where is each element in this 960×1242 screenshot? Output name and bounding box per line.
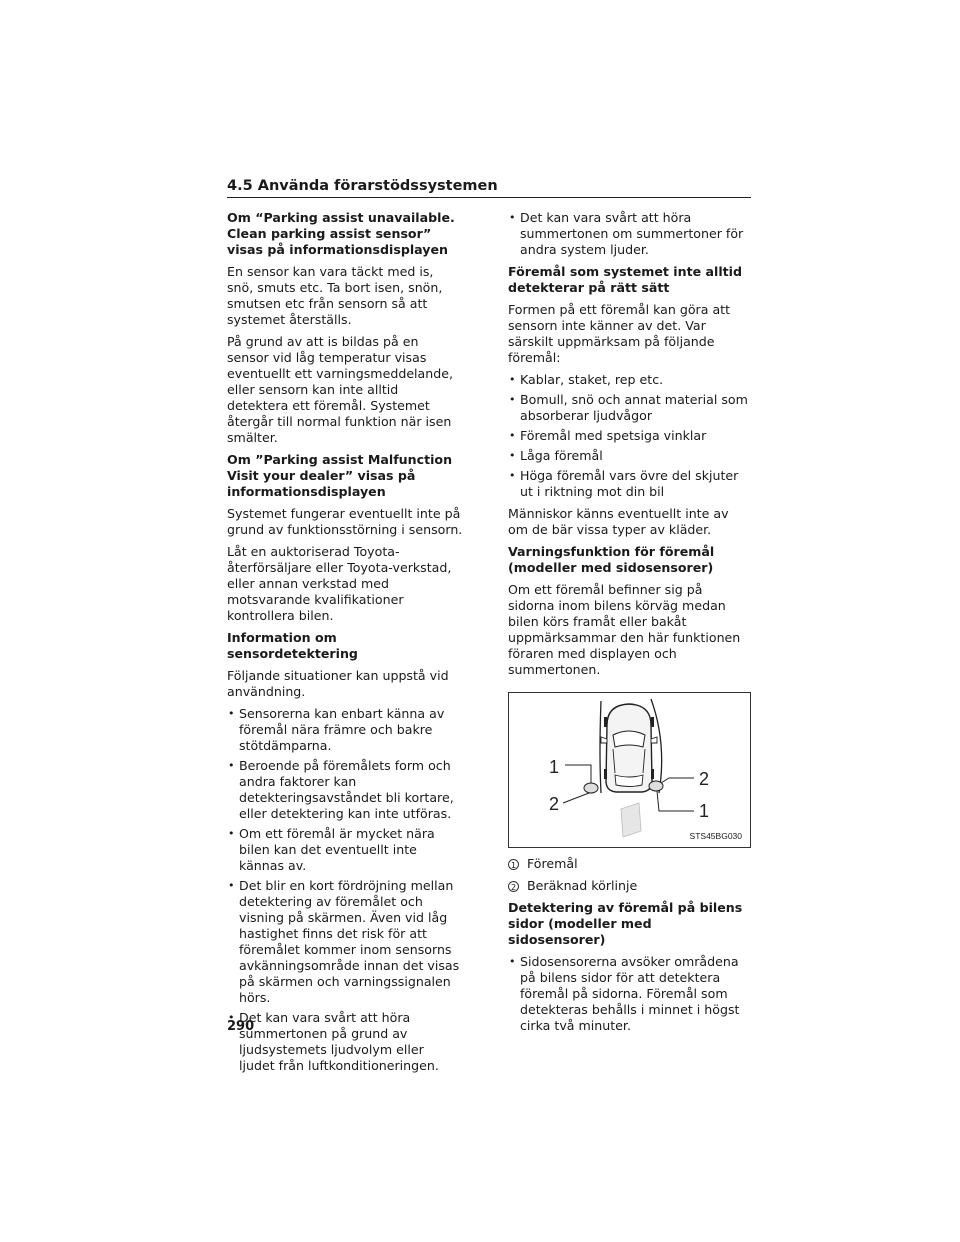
list-item: • Föremål med spetsiga vinklar: [508, 428, 752, 444]
heading-parking-assist-unavailable: Om “Parking assist unavailable. Clean parking assist sensor” visas på informationsdisplayen: [227, 210, 455, 257]
heading-objects-not-detected: Föremål som systemet inte alltid detekterar på rätt sätt: [508, 264, 743, 295]
callout-1-left: 1: [549, 757, 560, 777]
list-item: • Om ett föremål är mycket nära bilen kan det eventuellt inte kännas av.: [227, 826, 463, 874]
heading-side-detection: Detektering av föremål på bilens sidor (modeller med sidosensorer): [508, 900, 743, 947]
list-item: • Låga föremål: [508, 448, 752, 464]
bullet-list: [227, 706, 463, 1074]
heading-parking-assist-malfunction: Om ”Parking assist Malfunction Visit your dealer” visas på informationsdisplayen: [227, 452, 453, 499]
heading-warning-function: Varningsfunktion för föremål (modeller med sidosensorer): [508, 544, 715, 575]
list-item: • Det kan vara svårt att höra summertonen på grund av ljudsystemets ljudvolym eller ljudet från luftkonditioneringen.: [227, 1010, 463, 1074]
paragraph: Människor känns eventuellt inte av om de bär vissa typer av kläder.: [508, 506, 729, 537]
list-item: • Sensorerna kan enbart känna av föremål nära främre och bakre stötdämparna.: [227, 706, 463, 754]
legend-number-badge: 2: [508, 881, 519, 892]
list-item: • Det blir en kort fördröjning mellan detektering av föremålet och visning på skärmen. Även vid låg hastighet finns det risk för att föremålet kommer inom sensorns avkänningsområde innan det visas på skärmen och varningssignalen hörs.: [227, 878, 463, 1006]
side-sensor-illustration: [508, 692, 751, 848]
list-item: • Bomull, snö och annat material som absorberar ljudvågor: [508, 392, 752, 424]
page-number: 290: [227, 1019, 255, 1034]
list-item: • Beroende på föremålets form och andra faktorer kan detekteringsavståndet bli kortare, eller detektering kan inte utföras.: [227, 758, 463, 822]
legend-label: Beräknad körlinje: [527, 878, 638, 893]
paragraph: Låt en auktoriserad Toyota-återförsäljare eller Toyota-verkstad, eller annan verkstad med motsvarande kvalifikationer kontrollera bilen.: [227, 544, 452, 623]
callout-1-right: 1: [699, 801, 710, 821]
legend-item: [508, 878, 752, 894]
paragraph: Formen på ett föremål kan göra att sensorn inte känner av det. Var särskilt uppmärksam på följande föremål:: [508, 302, 731, 365]
paragraph: Om ett föremål befinner sig på sidorna inom bilens körväg medan bilen körs framåt eller bakåt uppmärksammar den här funktionen föraren med displayen och summertonen.: [508, 582, 741, 677]
section-header: 4.5 Använda förarstödssystemen: [227, 178, 751, 198]
heading-sensor-detection-info: Information om sensordetektering: [227, 630, 358, 661]
paragraph: Följande situationer kan uppstå vid användning.: [227, 668, 449, 699]
list-item: • Höga föremål vars övre del skjuter ut i riktning mot din bil: [508, 468, 752, 500]
callout-2-right: 2: [699, 769, 710, 789]
bullet-list: [508, 954, 752, 1034]
legend-item: [508, 856, 752, 872]
paragraph: En sensor kan vara täckt med is, snö, smuts etc. Ta bort isen, snön, smutsen etc från sensorn så att systemet återställs.: [227, 264, 443, 327]
paragraph: På grund av att is bildas på en sensor vid låg temperatur visas eventuellt ett varningsmeddelande, eller sensorn kan inte alltid detektera ett föremål. Systemet återgår till normal funktion när isen smälter.: [227, 334, 454, 445]
list-item: • Kablar, staket, rep etc.: [508, 372, 752, 388]
left-column: [227, 210, 463, 1080]
callout-2-left: 2: [549, 794, 560, 814]
bullet-list: [508, 372, 752, 500]
legend-label: Föremål: [527, 856, 578, 871]
car-top-view-illustration: [509, 693, 750, 847]
legend-number-badge: 1: [508, 859, 519, 870]
bullet-list: [508, 210, 752, 258]
list-item: • Det kan vara svårt att höra summertonen om summertoner för andra system ljuder.: [508, 210, 752, 258]
right-column: [508, 210, 752, 1040]
paragraph: Systemet fungerar eventuellt inte på grund av funktionsstörning i sensorn.: [227, 506, 463, 537]
list-item: • Sidosensorerna avsöker områdena på bilens sidor för att detektera föremål på sidorna. Föremål som detekteras behålls i minnet i högst cirka två minuter.: [508, 954, 752, 1034]
figure-code: STS45BG030: [689, 831, 742, 841]
